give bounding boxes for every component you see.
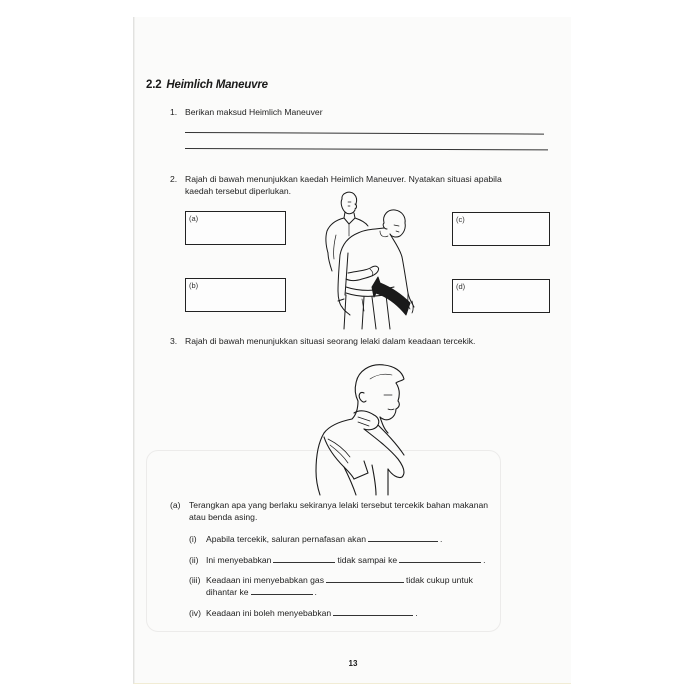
- question-text-line-2: kaedah tersebut diperlukan.: [185, 186, 292, 196]
- item-label: (i): [189, 534, 197, 544]
- item-label: (iii): [189, 575, 201, 585]
- item-end: .: [440, 534, 443, 544]
- worksheet-page: [133, 17, 571, 684]
- blank-field[interactable]: [333, 607, 413, 616]
- item-text-middle: tidak cukup untuk: [406, 575, 473, 585]
- fill-item-iv: [189, 607, 549, 619]
- heimlich-maneuver-illustration: [314, 191, 426, 329]
- box-label: (a): [189, 214, 199, 223]
- item-text-line-2: dihantar ke: [206, 587, 249, 597]
- blank-field[interactable]: [251, 586, 313, 595]
- fill-item-ii: [189, 554, 549, 566]
- part-text-line-1: Terangkan apa yang berlaku sekiranya lelaki tersebut tercekik bahan makanan: [189, 500, 489, 510]
- question-1: [170, 106, 570, 120]
- answer-box-a[interactable]: [185, 211, 286, 245]
- choking-man-illustration: [314, 359, 429, 495]
- answer-box-b[interactable]: [185, 278, 286, 312]
- section-heading: Heimlich Maneuvre: [166, 79, 268, 91]
- item-text: Apabila tercekik, saluran pernafasan akan: [206, 534, 367, 544]
- section-number: 2.2: [146, 79, 162, 91]
- question-text: Berikan maksud Heimlich Maneuver: [185, 107, 323, 117]
- answer-box-d[interactable]: [452, 279, 550, 313]
- part-label: (a): [170, 500, 181, 510]
- answer-line-1[interactable]: [185, 132, 544, 135]
- question-number: 3.: [170, 336, 178, 346]
- question-number: 2.: [170, 174, 178, 184]
- question-3: [170, 335, 570, 349]
- blank-field[interactable]: [273, 554, 335, 563]
- blank-field[interactable]: [326, 574, 404, 583]
- item-label: (iv): [189, 608, 201, 618]
- section-title: [146, 79, 268, 91]
- part-text-line-2: atau benda asing.: [189, 512, 258, 522]
- item-end: .: [314, 587, 317, 597]
- item-label: (ii): [189, 555, 199, 565]
- box-label: (d): [456, 282, 466, 291]
- page-number: 13: [348, 659, 358, 668]
- question-number: 1.: [170, 107, 178, 117]
- box-label: (b): [189, 281, 199, 290]
- answer-line-2[interactable]: [185, 148, 548, 150]
- fill-item-iii: [189, 574, 549, 598]
- question-text-line-1: Rajah di bawah menunjukkan kaedah Heimlich Maneuver. Nyatakan situasi apabila: [185, 174, 502, 184]
- blank-field[interactable]: [368, 533, 438, 542]
- item-text-middle: tidak sampai ke: [337, 555, 398, 565]
- fill-item-i: [189, 533, 549, 545]
- item-text: Keadaan ini boleh menyebabkan: [206, 608, 332, 618]
- question-text: Rajah di bawah menunjukkan situasi seorang lelaki dalam keadaan tercekik.: [185, 336, 476, 346]
- item-end: .: [415, 608, 418, 618]
- item-text: Ini menyebabkan: [206, 555, 272, 565]
- item-end: .: [483, 555, 486, 565]
- item-text: Keadaan ini menyebabkan gas: [206, 575, 325, 585]
- answer-box-c[interactable]: [452, 212, 550, 246]
- blank-field[interactable]: [399, 554, 481, 563]
- box-label: (c): [456, 215, 465, 224]
